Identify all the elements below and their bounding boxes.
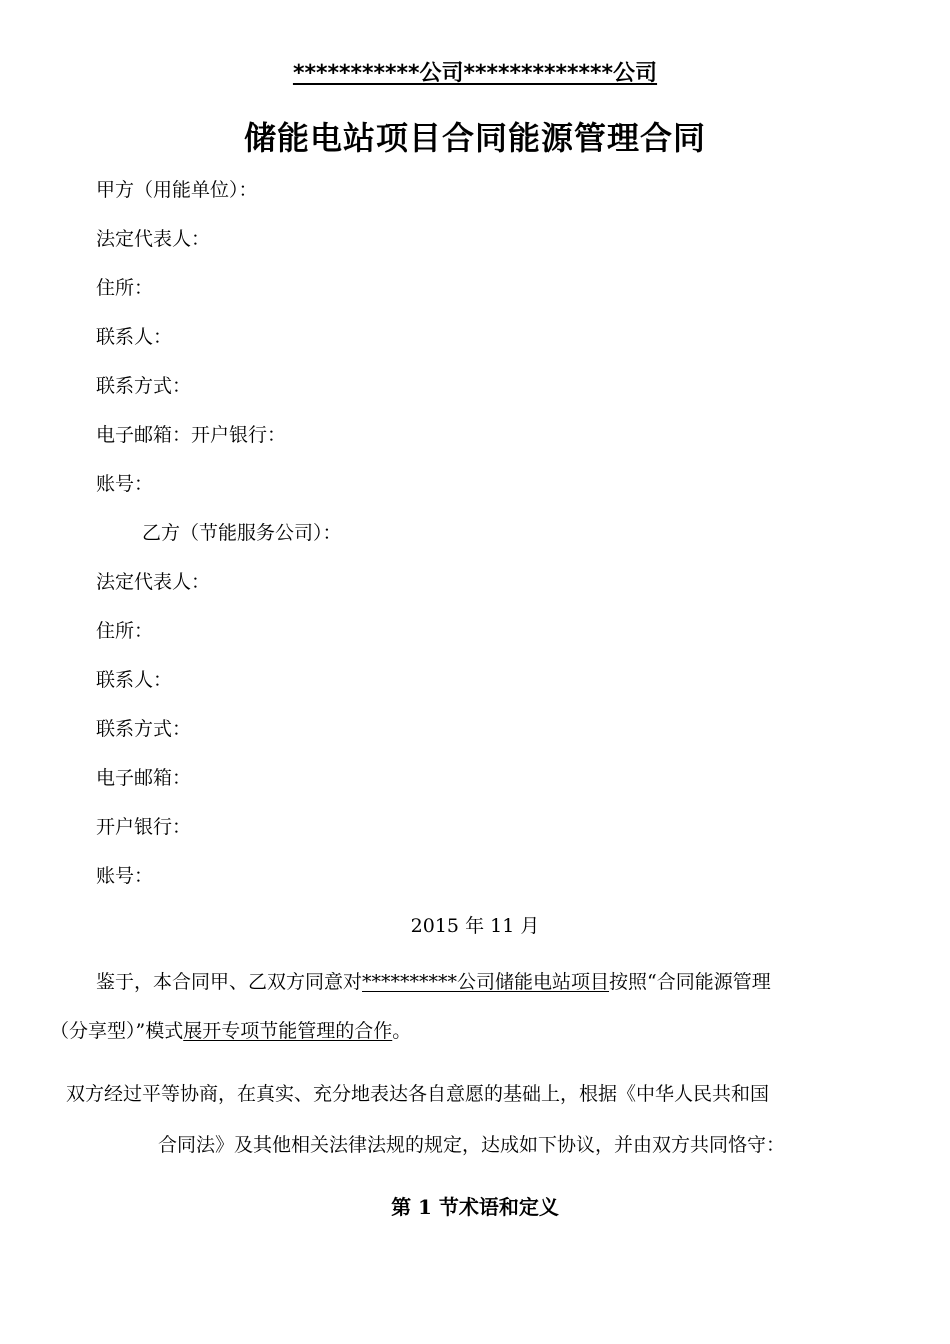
party-b-legal-rep: 法定代表人： [96, 571, 211, 593]
party-a-email-bank: 电子邮箱：开户银行： [96, 424, 287, 446]
party-b-bank: 开户银行： [96, 816, 192, 838]
preamble-p1-line2 [50, 1019, 411, 1043]
party-b-email: 电子邮箱： [96, 767, 192, 789]
preamble-p2-line2: 合同法》及其他相关法律法规的规定，达成如下协议，并由双方共同恪守： [158, 1134, 786, 1156]
preamble-p2-line1: 双方经过平等协商，在真实、充分地表达各自意愿的基础上，根据《中华人民共和国 [66, 1083, 770, 1105]
party-a-legal-rep: 法定代表人： [96, 228, 211, 250]
company-header [0, 56, 950, 87]
company-line: ***********公司*************公司 [292, 61, 658, 86]
contract-title: 储能电站项目合同能源管理合同 [243, 119, 706, 157]
party-a-heading: 甲方（用能单位）： [96, 179, 258, 201]
section-1-title: 第 1 节术语和定义 [391, 1195, 559, 1219]
preamble-p1-start: 鉴于，本合同甲、乙双方同意对 [96, 971, 363, 993]
preamble-p1-line1 [96, 970, 771, 994]
preamble-p1-line2-start: （分享型）”模式 [50, 1020, 184, 1042]
party-a-account: 账号： [96, 473, 154, 495]
party-a-address: 住所： [96, 277, 154, 299]
party-b-contact-info: 联系方式： [96, 718, 192, 740]
party-b-address: 住所： [96, 620, 154, 642]
preamble-p1-end: 。 [392, 1020, 412, 1042]
party-b-account: 账号： [96, 865, 154, 887]
party-b-contact-person: 联系人： [96, 669, 173, 691]
party-a-contact-person: 联系人： [96, 326, 173, 348]
project-name: **********公司储能电站项目 [362, 971, 610, 993]
party-b-heading: 乙方（节能服务公司）： [142, 522, 342, 544]
cooperation-scope: 展开专项节能管理的合作 [183, 1020, 393, 1042]
party-a-contact-info: 联系方式： [96, 375, 192, 397]
preamble-p1-mid: 按照“合同能源管理 [609, 971, 771, 993]
contract-date: 2015 年 11 月 [410, 915, 540, 937]
